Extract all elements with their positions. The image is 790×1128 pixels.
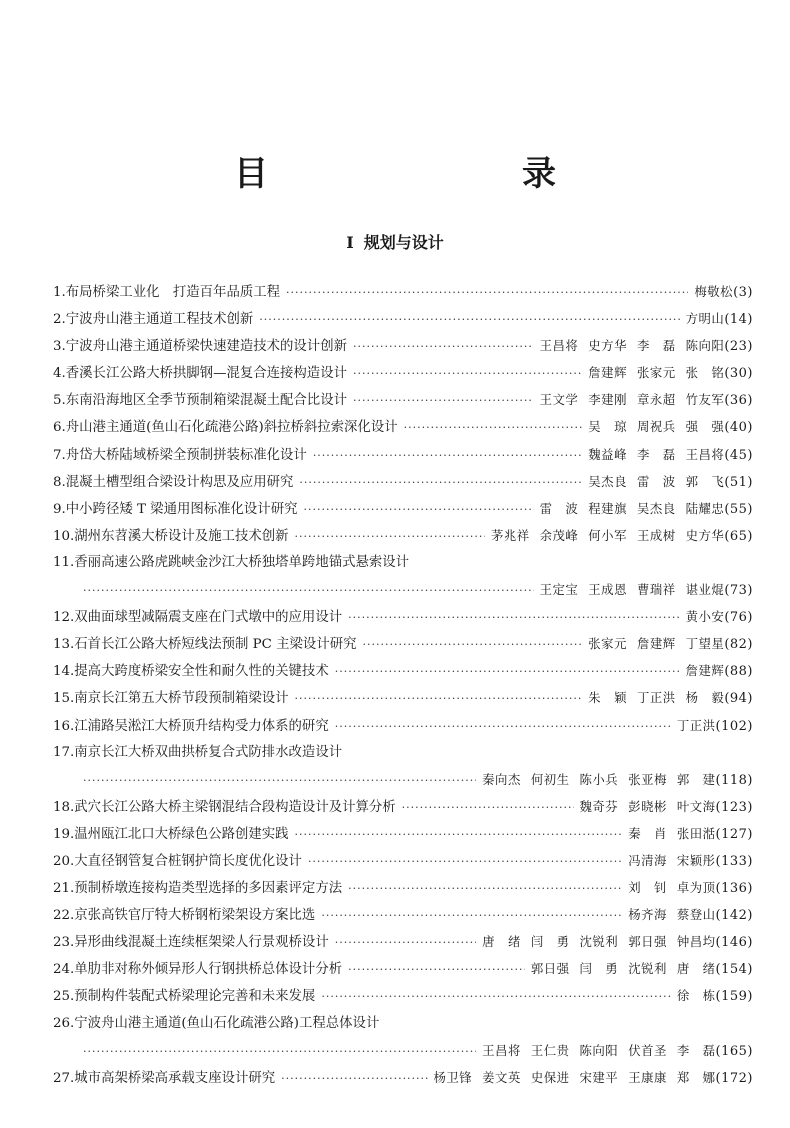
entry-title: 1.布局桥梁工业化 打造百年品质工程 bbox=[53, 285, 281, 300]
entry-title: 7.舟岱大桥陆域桥梁全预制拼装标准化设计 bbox=[53, 447, 307, 463]
dot-leader bbox=[335, 658, 680, 685]
dot-leader bbox=[348, 956, 525, 983]
dot-leader bbox=[83, 767, 476, 794]
page-number: (73) bbox=[724, 583, 753, 599]
author-name: 陈小兵 bbox=[579, 771, 619, 787]
author-name: 李 磊 bbox=[676, 1042, 716, 1058]
entry-title: 16.江浦路吴淞江大桥顶升结构受力体系的研究 bbox=[53, 718, 329, 734]
page-number: (51) bbox=[724, 474, 753, 490]
author-name: 李建刚 bbox=[588, 392, 627, 408]
toc-entry[interactable] bbox=[53, 684, 753, 711]
author-name: 伏首圣 bbox=[628, 1042, 667, 1058]
author-name: 卓为顶 bbox=[676, 880, 716, 896]
author-name: 张家元 bbox=[588, 636, 627, 652]
author-name: 李 磊 bbox=[636, 338, 676, 354]
page-number: (55) bbox=[724, 501, 753, 517]
author-name: 闫 勇 bbox=[579, 961, 619, 977]
entry-authors bbox=[580, 793, 753, 821]
author-name: 沈锐利 bbox=[628, 961, 667, 977]
author-name: 郭 飞 bbox=[685, 473, 725, 489]
page-number: (76) bbox=[724, 610, 753, 626]
dot-leader bbox=[404, 414, 583, 441]
entry-title: 10.湖州东苕溪大桥设计及施工技术创新 bbox=[53, 528, 289, 544]
toc-entry[interactable] bbox=[53, 928, 753, 955]
author-name: 吴杰良 bbox=[588, 473, 627, 489]
page-number: (102) bbox=[715, 718, 753, 734]
toc-entry[interactable] bbox=[53, 549, 753, 576]
author-name: 王定宝 bbox=[539, 582, 579, 598]
entry-title: 19.温州瓯江北口大桥绿色公路创建实践 bbox=[53, 826, 289, 842]
entry-title: 8.混凝土槽型组合梁设计构思及应用研究 bbox=[53, 474, 294, 490]
author-name: 魏益峰 bbox=[588, 446, 627, 462]
page-number: (45) bbox=[724, 447, 753, 463]
author-name: 史方华 bbox=[685, 527, 725, 543]
author-name: 闫 勇 bbox=[530, 934, 570, 950]
author-name: 雷 波 bbox=[636, 473, 676, 489]
author-name: 钟昌均 bbox=[676, 934, 716, 950]
entry-authors bbox=[434, 1064, 754, 1092]
author-name: 谌业焜 bbox=[685, 582, 725, 598]
author-name: 王昌将 bbox=[539, 338, 579, 354]
entry-authors bbox=[540, 576, 753, 604]
entry-authors bbox=[628, 847, 753, 875]
entry-title: 20.大直径钢管复合桩钢护筒长度优化设计 bbox=[53, 853, 302, 869]
author-name: 秦 肖 bbox=[628, 825, 667, 841]
author-name: 杨齐海 bbox=[628, 907, 667, 923]
entry-title: 12.双曲面球型减隔震支座在门式墩中的应用设计 bbox=[53, 610, 343, 626]
page-number: (172) bbox=[715, 1070, 753, 1086]
page-number: (127) bbox=[715, 826, 753, 842]
toc-entry[interactable] bbox=[53, 495, 753, 522]
entry-authors bbox=[677, 712, 753, 740]
author-name: 雷 波 bbox=[539, 500, 579, 516]
entry-authors bbox=[588, 441, 753, 469]
author-name: 王仁贵 bbox=[530, 1042, 570, 1058]
dot-leader bbox=[348, 875, 622, 902]
author-name: 彭晓彬 bbox=[628, 798, 667, 814]
entry-title: 17.南京长江大桥双曲拱桥复合式防排水改造设计 bbox=[53, 744, 343, 760]
author-name: 丁望星 bbox=[685, 636, 725, 652]
author-name: 章永超 bbox=[636, 392, 676, 408]
toc-entry[interactable] bbox=[53, 441, 753, 468]
entry-authors bbox=[628, 901, 753, 929]
toc-entry[interactable] bbox=[53, 359, 753, 386]
entry-title: 27.城市高架桥梁高承载支座设计研究 bbox=[53, 1070, 276, 1086]
author-name: 王昌将 bbox=[685, 446, 725, 462]
entry-authors bbox=[588, 359, 753, 387]
dot-leader bbox=[321, 902, 622, 929]
author-name: 黄小安 bbox=[685, 609, 725, 625]
page-number: (133) bbox=[715, 853, 753, 869]
author-name: 梅敬松 bbox=[694, 284, 734, 299]
author-name: 郭日强 bbox=[530, 961, 570, 977]
toc-entry[interactable] bbox=[53, 1010, 753, 1037]
table-of-contents bbox=[53, 278, 753, 1091]
toc-entry[interactable] bbox=[53, 793, 753, 820]
dot-leader bbox=[295, 523, 485, 550]
toc-entry[interactable] bbox=[53, 630, 753, 657]
toc-entry-continuation[interactable] bbox=[53, 766, 753, 793]
entry-title: 25.预制构件装配式桥梁理论完善和未来发展 bbox=[53, 989, 316, 1005]
entry-authors bbox=[588, 468, 753, 496]
dot-leader bbox=[321, 983, 671, 1010]
author-name: 沈锐利 bbox=[579, 934, 619, 950]
entry-title: 13.石首长江公路大桥短线法预制 PC 主梁设计研究 bbox=[53, 637, 357, 653]
entry-title: 6.舟山港主通道(鱼山石化疏港公路)斜拉桥斜拉索深化设计 bbox=[53, 420, 398, 436]
dot-leader bbox=[363, 631, 583, 658]
author-name: 吴杰良 bbox=[636, 500, 676, 516]
toc-entry[interactable] bbox=[53, 603, 753, 630]
entry-authors bbox=[588, 413, 753, 441]
author-name: 王康康 bbox=[628, 1069, 667, 1085]
author-name: 竹友军 bbox=[685, 392, 725, 408]
author-name: 吴 琼 bbox=[588, 419, 627, 435]
toc-entry[interactable] bbox=[53, 739, 753, 766]
page-number: (36) bbox=[724, 393, 753, 409]
page-title: 目 录 bbox=[234, 154, 618, 194]
dot-leader bbox=[353, 387, 534, 414]
author-name: 杨 毅 bbox=[685, 690, 725, 706]
page-number: (40) bbox=[724, 420, 753, 436]
dot-leader bbox=[348, 604, 680, 631]
page-number: (65) bbox=[724, 528, 753, 544]
entry-title: 9.中小跨径矮 T 梁通用图标准化设计研究 bbox=[53, 501, 298, 517]
author-name: 何小军 bbox=[588, 527, 627, 543]
author-name: 陈向阳 bbox=[579, 1042, 619, 1058]
dot-leader bbox=[308, 848, 622, 875]
dot-leader bbox=[286, 279, 688, 306]
entry-title: 3.宁波舟山港主通道桥梁快速建造技术的设计创新 bbox=[53, 339, 347, 355]
author-name: 曹瑞祥 bbox=[636, 582, 676, 598]
page-number: (165) bbox=[715, 1043, 753, 1059]
entry-authors bbox=[686, 603, 753, 631]
author-name: 茅兆祥 bbox=[490, 527, 530, 543]
author-name: 李 磊 bbox=[636, 446, 676, 462]
author-name: 周祝兵 bbox=[636, 419, 676, 435]
entry-authors bbox=[686, 657, 753, 685]
author-name: 詹建辉 bbox=[685, 663, 725, 679]
dot-leader bbox=[402, 794, 574, 821]
author-name: 何初生 bbox=[530, 771, 570, 787]
toc-entry[interactable] bbox=[53, 874, 753, 901]
entry-title: 15.南京长江第五大桥节段预制箱梁设计 bbox=[53, 691, 289, 707]
entry-authors bbox=[491, 522, 753, 550]
author-name: 秦向杰 bbox=[482, 771, 521, 787]
entry-title: 21.预制桥墩连接构造类型选择的多因素评定方法 bbox=[53, 881, 343, 897]
author-name: 陆耀忠 bbox=[685, 500, 725, 516]
toc-entry[interactable] bbox=[53, 1064, 753, 1091]
entry-title: 5.东南沿海地区全季节预制箱梁混凝土配合比设计 bbox=[53, 393, 347, 409]
author-name: 郑 娜 bbox=[676, 1069, 716, 1085]
toc-entry[interactable] bbox=[53, 712, 753, 739]
dot-leader bbox=[353, 333, 534, 360]
author-name: 宋颖彤 bbox=[676, 852, 716, 868]
toc-entry-continuation[interactable] bbox=[53, 1037, 753, 1064]
author-name: 郭日强 bbox=[628, 934, 667, 950]
author-name: 史保进 bbox=[530, 1069, 570, 1085]
entry-authors bbox=[531, 955, 753, 983]
entry-authors bbox=[482, 1037, 753, 1065]
author-name: 陈向阳 bbox=[685, 338, 725, 354]
author-name: 刘 钊 bbox=[628, 880, 667, 896]
dot-leader bbox=[303, 496, 533, 523]
page-number: (94) bbox=[724, 691, 753, 707]
dot-leader bbox=[295, 685, 583, 712]
author-name: 王成恩 bbox=[588, 582, 627, 598]
author-name: 强 强 bbox=[685, 419, 725, 435]
entry-title: 11.香丽高速公路虎跳峡金沙江大桥独塔单跨地锚式悬索设计 bbox=[53, 554, 410, 570]
author-name: 冯清海 bbox=[628, 852, 667, 868]
page-number: (142) bbox=[715, 908, 753, 924]
toc-entry[interactable] bbox=[53, 332, 753, 359]
author-name: 方明山 bbox=[685, 311, 725, 327]
entry-authors bbox=[628, 874, 753, 902]
author-name: 詹建辉 bbox=[636, 636, 676, 652]
page-number: (154) bbox=[715, 962, 753, 978]
section-name: 规划与设计 bbox=[363, 233, 444, 252]
author-name: 魏奇芬 bbox=[579, 798, 619, 814]
author-name: 程建旗 bbox=[588, 500, 627, 516]
entry-authors bbox=[686, 305, 753, 333]
entry-title: 24.单肋非对称外倾异形人行钢拱桥总体设计分析 bbox=[53, 962, 343, 978]
author-name: 张亚梅 bbox=[628, 771, 667, 787]
toc-entry[interactable] bbox=[53, 522, 753, 549]
dot-leader bbox=[295, 821, 623, 848]
entry-authors bbox=[677, 982, 753, 1010]
entry-authors bbox=[694, 278, 753, 306]
toc-entry[interactable] bbox=[53, 386, 753, 413]
entry-authors bbox=[588, 684, 753, 712]
author-name: 史方华 bbox=[588, 338, 627, 354]
author-name: 唐 绪 bbox=[676, 961, 716, 977]
toc-entry[interactable] bbox=[53, 982, 753, 1009]
page-number: (118) bbox=[715, 772, 753, 788]
dot-leader bbox=[353, 360, 582, 387]
page-number: (88) bbox=[724, 664, 753, 680]
entry-title: 26.宁波舟山港主通道(鱼山石化疏港公路)工程总体设计 bbox=[53, 1015, 380, 1031]
toc-entry[interactable] bbox=[53, 820, 753, 847]
entry-title: 4.香溪长江公路大桥拱脚钢—混复合连接构造设计 bbox=[53, 366, 347, 382]
page-number: (123) bbox=[715, 799, 753, 815]
author-name: 唐 绪 bbox=[482, 934, 521, 950]
author-name: 丁正洪 bbox=[676, 717, 716, 733]
entry-authors bbox=[482, 766, 753, 794]
author-name: 姜文英 bbox=[482, 1069, 521, 1085]
dot-leader bbox=[281, 1065, 427, 1092]
author-name: 张家元 bbox=[636, 365, 676, 381]
toc-entry[interactable] bbox=[53, 657, 753, 684]
dot-leader bbox=[313, 442, 582, 469]
author-name: 朱 颖 bbox=[588, 690, 627, 706]
toc-entry[interactable] bbox=[53, 413, 753, 440]
page-number: (82) bbox=[724, 637, 753, 653]
page-number: (159) bbox=[715, 989, 753, 1005]
toc-entry-continuation[interactable] bbox=[53, 576, 753, 603]
entry-authors bbox=[540, 332, 753, 360]
dot-leader bbox=[259, 306, 679, 333]
author-name: 詹建辉 bbox=[588, 365, 627, 381]
author-name: 叶文海 bbox=[676, 798, 716, 814]
entry-authors bbox=[628, 820, 753, 848]
entry-title: 18.武穴长江公路大桥主梁钢混结合段构造设计及计算分析 bbox=[53, 799, 396, 815]
toc-entry[interactable] bbox=[53, 468, 753, 495]
toc-entry[interactable] bbox=[53, 901, 753, 928]
dot-leader bbox=[83, 577, 534, 604]
section-number: I bbox=[346, 233, 354, 252]
entry-authors bbox=[482, 928, 753, 956]
page-number: (30) bbox=[724, 366, 753, 382]
page-number: (136) bbox=[715, 881, 753, 897]
dot-leader bbox=[299, 469, 582, 496]
author-name: 张 铭 bbox=[685, 365, 725, 381]
toc-entry[interactable] bbox=[53, 278, 753, 305]
author-name: 郭 建 bbox=[676, 771, 716, 787]
author-name: 王成树 bbox=[636, 527, 676, 543]
entry-authors bbox=[540, 386, 753, 414]
page-number: (14) bbox=[724, 312, 753, 328]
dot-leader bbox=[83, 1038, 476, 1065]
author-name: 蔡登山 bbox=[676, 907, 716, 923]
toc-entry[interactable] bbox=[53, 847, 753, 874]
entry-authors bbox=[588, 630, 753, 658]
entry-title: 14.提高大跨度桥梁安全性和耐久性的关键技术 bbox=[53, 664, 329, 680]
page-number: (3) bbox=[733, 285, 753, 300]
author-name: 徐 栋 bbox=[676, 988, 716, 1004]
author-name: 张田湉 bbox=[676, 825, 716, 841]
page-number: (146) bbox=[715, 935, 753, 951]
author-name: 丁正洪 bbox=[636, 690, 676, 706]
toc-entry[interactable] bbox=[53, 305, 753, 332]
entry-title: 2.宁波舟山港主通道工程技术创新 bbox=[53, 312, 254, 328]
entry-title: 23.异形曲线混凝土连续框架梁人行景观桥设计 bbox=[53, 935, 329, 951]
author-name: 余茂峰 bbox=[539, 527, 579, 543]
author-name: 宋建平 bbox=[579, 1069, 619, 1085]
dot-leader bbox=[335, 929, 476, 956]
entry-authors bbox=[540, 495, 753, 523]
entry-title: 22.京张高铁官厅特大桥钢桁梁架设方案比选 bbox=[53, 908, 316, 924]
section-heading bbox=[0, 230, 790, 253]
author-name: 王昌将 bbox=[482, 1042, 521, 1058]
author-name: 王文学 bbox=[539, 392, 579, 408]
toc-entry[interactable] bbox=[53, 955, 753, 982]
dot-leader bbox=[335, 713, 671, 740]
page-number: (23) bbox=[724, 339, 753, 355]
author-name: 杨卫锋 bbox=[433, 1069, 473, 1085]
